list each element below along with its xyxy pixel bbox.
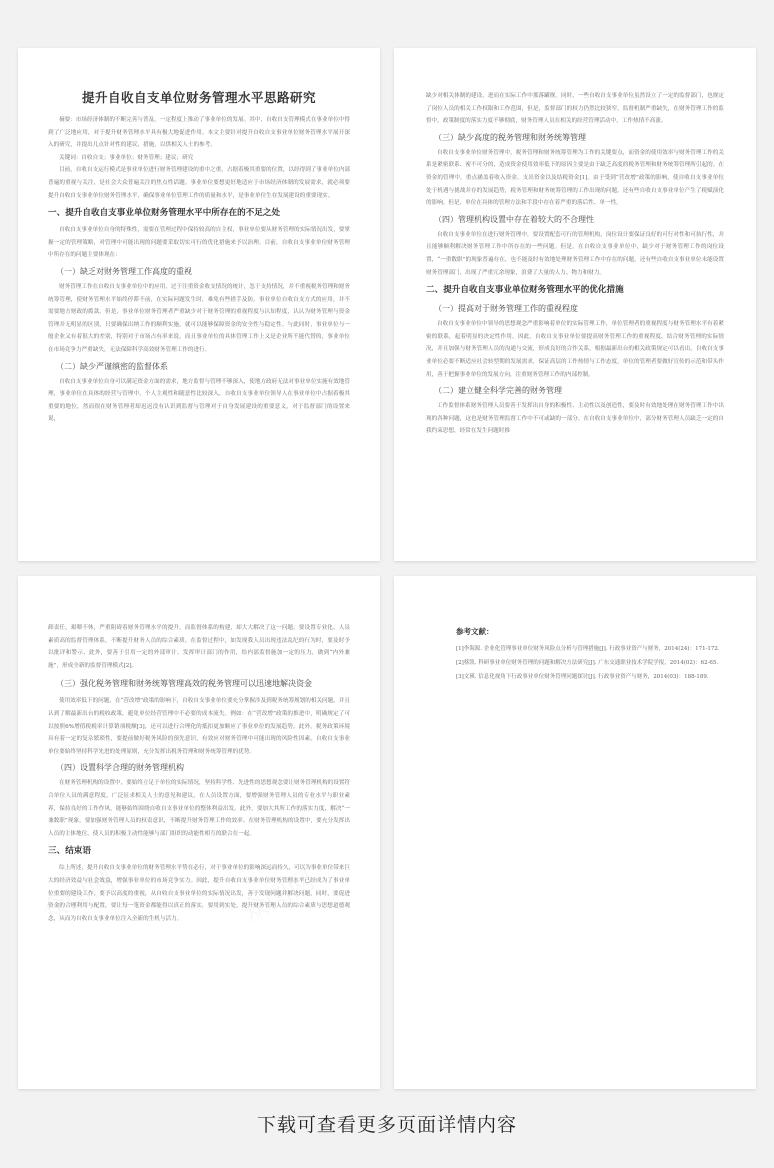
intro-paragraph: 目前，自收自支运行模式是事业单位进行财务管理建设的重中之重，占据着极其重要的位置，以经得到了事业单位内部普遍的重视与关注，是社会大众普遍关注的焦点性话题。事业单位要想更好地适应于市场经济体制的发展需求，就必须要提升自收自支事业单位财务管理水平，确保事业单位管理工作的质量和水平，是事业单位生存发展建设的重要现实。: [48, 167, 350, 199]
references-heading: 参考文献：: [456, 627, 494, 636]
document-page-3: [18, 576, 380, 1089]
section-heading-2: 二、提升自收自支事业单位财务管理水平的优化措施: [426, 285, 624, 296]
paragraph: 缺少对相关体制的建设，进而在实际工作中那落罐规。同时，一些自收自支事业单位虽然设立了一定的监督部门，也规定了岗位人员的相关工作权限和工作范围，但是，监督部门的权力仍然比较狭窄，监督机制严重缺失，在财务管理工作的监督中，政策制度的落实力度不够彻底，财务管理人员在相关的经营管理活动中，工作热情不高涨。: [426, 93, 724, 125]
paragraph: 卸责任，艰喂不休，严重阻碍着财务管理水平的提升。而监督体系的构建，却大大解决了这一问题，要设置专业化、人员素质高的监督管理体系，不断提升财务人员的综合素质。在监督过程中，如发现我人员出现违法乱纪的行为时，要及时予以批评和警示，此外，要善于引用一定的外部审计，发挥审计部门的作用，给内部监督施加一定的压力，做到“内外兼施”，形成全新的监督管理模式[2]。: [48, 625, 350, 669]
subsection-heading: （四）管理机构设置中存在着较大的不合理性: [434, 214, 594, 224]
paragraph: 自收自支事业单位中领导的思想观念严重影响着单位的实际管理工作，单位管理者的重视程度与财务管理水平有着紧密的联系，起着明显的决定性作用。因此，自收自支事业单位要提高财务管理工作的重视程度，结合财务管理的实际情况，并且加强与财务管理人员的沟通与交流，形成良好的合作关系，根据最新出台的相关政策规定可以看出，自收自支事业单位必要不断适应社会转型期的发展需求，保证高层的工作热情与工作态度，单位的管理者要做好宣传的示范和带头作用，善于把握事业单位的发展方向，注重财务管理工作的内部控制。: [426, 321, 724, 378]
paragraph: 自收自支事业单位自身的特殊性，需要在管理过程中保持较高的自主权，事业单位要从财务管理的实际情况出发，要掌握一定的管理策略，对管理中可能出现的问题要采取切实可行的优化措施来予以治理。目前，自收自支事业单位财务管理中所存在的问题主要体现在：: [48, 227, 350, 259]
reference-item: [2]蔡凯. 科研事业单位财务管理的问题和解决方法研究[J]. 广东交通职业技术学院学报，2014(02)：62-65.: [456, 660, 719, 666]
paragraph: 在财务管理机构的设置中，要始终立足于单位的实际情况，坚持科学性、先进性的思想观念要让财务管理机构的设置符合单位人员的满意程度，广泛征求相关人士的意见和建议，在人员设置方面，要增强财务管理人员的专业水平与职业素养，保持良好的工作作风，能够始终围绕自收自支事业单位的整体利益出发。此外，要加大其所工作的落实力度，解决“一兼数职”现象，要加强财务管理人员的权责意识，不断提升财务管理工作的效率。在财务管理机构的设置中，要充分发挥出人员的主体地位，使人员的积极主动性能够与部门组织的动能性相互的联合在一起。: [48, 780, 350, 837]
document-page-1: [18, 48, 380, 561]
document-title: 提升自收自支单位财务管理水平思路研究: [81, 90, 316, 105]
subsection-heading: （三）强化税务管理和财务统筹管理高效的税务管理可以迅速地解决资金: [56, 679, 312, 689]
paragraph: 自收自支事业单位财务管理中，税务管理和财务统筹管理为工作的关键要点，而资金的使用效率与财务管理工作的关系是紧密联系、密不可分的，造成资金使用效率低下的原因主要是由于缺乏高度的税务管理和财务统筹管理所引起的。在资金的管理中，重点涵盖着收入资金、支出资金以及结税资金[1]。由于受到“营改增”政策的影响，使自收自支事业单位处于机遇与挑战并存的发展趋势，税务管理和财务统筹管理的工作出现的问题，还有些自收自支事业单位产生了税赋演化的影响。但是，单位在具体的管理方法和手段中存在着严重的落后性、单一性。: [426, 149, 724, 207]
document-page-4: [394, 576, 756, 1089]
subsection-heading: （二）缺少严谨缜密的监督体系: [56, 361, 168, 371]
subsection-heading: （一）缺乏对财务管理工作高度的重视: [56, 266, 192, 276]
paragraph: 综上所述，提升自收自支事业单位的财务管理水平势在必行，对于事业单位的影响深远而持久，可以为事业单位带来巨大的经济效益与社会效益，增强事业单位的市场竞争实力。因此，提升自收自支事业单位财务管理水平已经成为了事业单位重要的建设工作，要予以高度的重视，从自收自支事业单位的实际情况出发，善于发现问题并解决问题，同时，要促进资金的合理利用与配置，要让每一笔资金都能得以真正的落实，要用到实处，提升财务管理人员的综合素质与思想道德观念，从而为自收自支事业单位注入全新的生机与活力。: [48, 865, 350, 922]
subsection-heading: （四）设置科学合理的财务管理机构: [56, 763, 184, 773]
section-heading-3: 三、结束语: [48, 846, 91, 857]
paragraph: 使用效率低下的问题，在“营改增”政策的影响下，自收自支事业单位要充分掌握涉及到税务统筹规划的相关问题，并且认到了解最新出台的税收政策，避免单位经营管理中不必要的成本流失。例如：在“营改增”政策的推进中，明确规定了可以按照6%增值税税率计算销项税额[3]，还可以进行合理化的抵扣更加顺应了事业单位的发展趋势。此外，税务政策环境具有着一定的复杂繁琐性，要提前做好税务风险的预先意识，有效应对财务管理中可能出现的风险性因素。自收自支事业单位要始终坚持科学先进的处理原则，充分发挥出税务管理和财务统筹管理的优势。: [48, 698, 351, 755]
reference-item: [3]文瑛. 信息化视角下行政事业单位财务管理问题探讨[J]. 行政事业资产与财务，2014(03)：188-189.: [456, 674, 709, 680]
paragraph: 财务管理工作在自收自支事业单位中的应用，过于注重资金收支情况的统计，忽于支持情况，并不重视税务管理和财务统筹管理，使财务管理水平始终停滞不前，在实际问题发生时，难免有些措手及防。事业单位自收自支方式的应用，并不需要地方财政的拨款。但是，事业单位财务管理者严重缺少对于财务管理的重视程度与认知程度，认认为财务管理与资金管理并无明显的区别，只要确保出纳工作的顺利实施，就可以能够保障资金的安全性与稳定性。与此同时，事业单位与一般企业又有着很大的差别，特别对于市场占有率来说，而且事业单位的具体管理工作上又是企业所不能代替的，事业单位在市场竞争力严重缺失，无法保障科学高效财务管理工作的进行。: [48, 283, 350, 353]
paragraph: 工作监督体系财务管理人员要善于发挥出自身的积极性、主动性以及创造性，要及时有效地处理在财务管理工作中出现的各种问题，这也是财务管理监督工作中不可或缺的一部分。在自收自支事业单位中，部分财务管理人员缺乏一定的自我约束思想，经常在发生问题时推: [426, 403, 724, 435]
document-page-2: [394, 48, 756, 561]
subsection-heading: （三）缺少高度的税务管理和财务统筹管理: [434, 132, 586, 142]
subsection-heading: （一）提高对于财务管理工作的重视程度: [434, 304, 578, 314]
download-caption[interactable]: 下载可查看更多页面详情内容: [256, 1114, 517, 1136]
reference-item: [1]李海源. 企业化管理事业单位财务风险点分析与管理措施[J]. 行政事业资产与财务，2014(24)：171-172.: [456, 646, 720, 652]
paragraph: 自收自支事业单位在进行财务管理中，要设置配套可行的管理机构，岗位设计要保证良好的可行对性和可执行性，并且能够顺利解决财务管理工作中所存在的一些问题。但是，在自收自支事业单位中，缺少对于财务管理工作的岗位设置，“一重数职”的现象普遍存在，也不能及时有效地处理财务管理工作中存在的问题，还有些自收自支事业单位未能设置财务管理部门，出现了严重冗余现象，浪费了大量的人力、物力和财力。: [426, 231, 724, 276]
keywords: 关键词：自收自支；事业单位；财务管理；建议；研究: [59, 154, 194, 161]
section-heading-1: 一、提升自收自支事业单位财务管理水平中所存在的不足之处: [48, 208, 281, 219]
paragraph: 自收自支事业单位自身可以满足资金方面的需求，地方监督与管理不够深入，使地方政府无法对事业单位实施有效地管理，事业单位在具体的经营与管理中，个人主观性和随意性比较深入，自收自支事业单位领导人在事业单位中占据着极其重要的地位，然而很在财务管理者却迟迟没有认识到监督与管理对于自身发展建设的重要意义，对于监督部门的设置来说，: [48, 378, 350, 423]
abstract: 摘要：市场经济体制的不断完善与普及，一定程度上推动了事业单位的发展。其中，自收自支管理模式在事业单位中得到了广泛地应用，对于提升财务管理水平具有极大地促进作用。本文主要针对提升自收自支事业单位财务管理水平展开深入的研究，并提出几点针对性的建议，措施，以供相关人士的参考。: [48, 117, 350, 149]
subsection-heading: （二）建立健全科学完善的财务管理: [434, 386, 562, 396]
